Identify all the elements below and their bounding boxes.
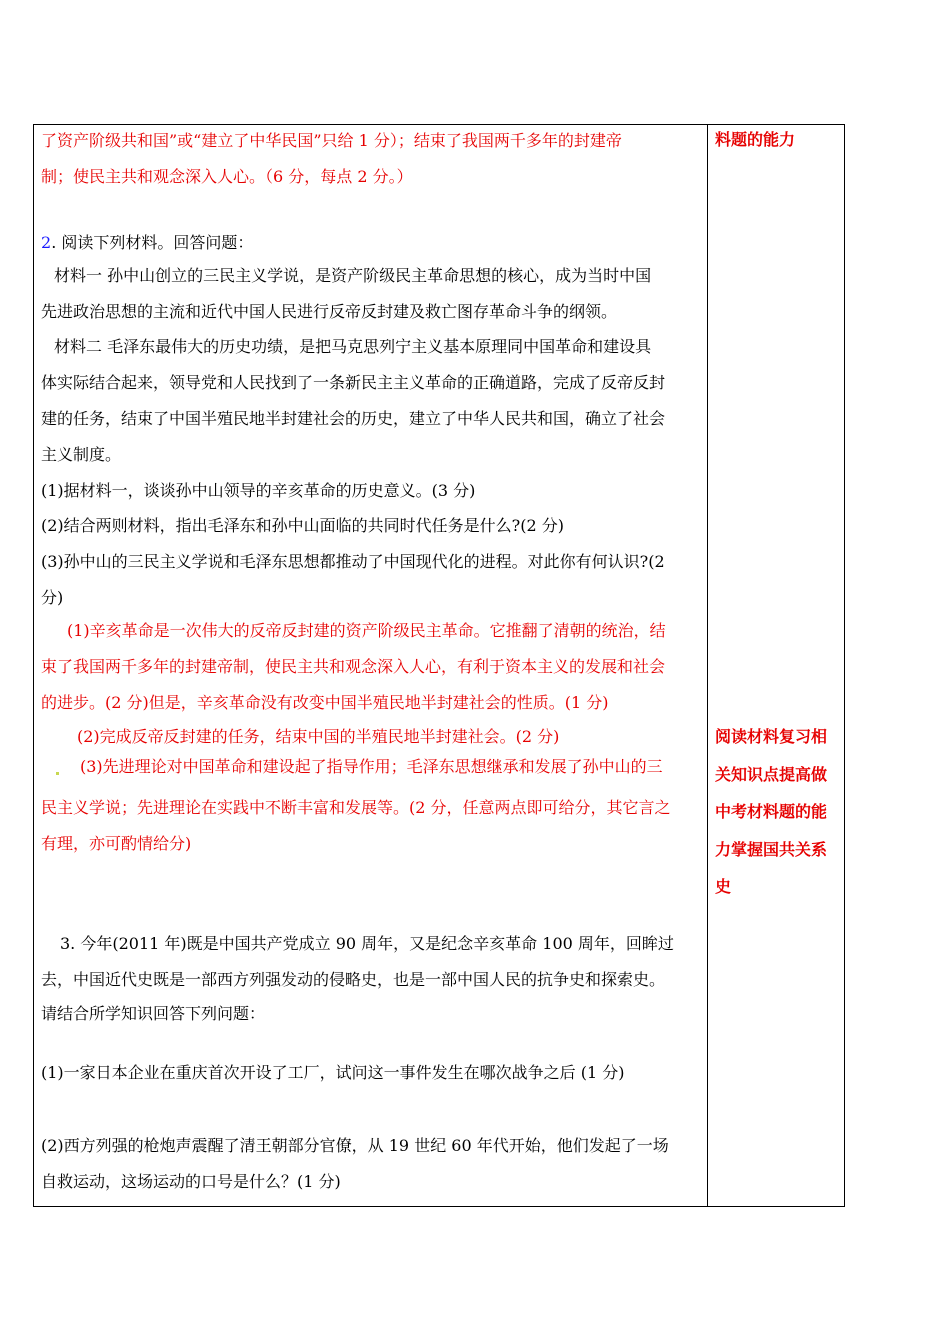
q3-sub-2-line-2: 自救运动，这场运动的口号是什么？(1 分) [41, 1172, 341, 1191]
column-divider [707, 125, 708, 1206]
material-1-line-1: 材料一 孙中山创立的三民主义学说，是资产阶级民主革命思想的核心，成为当时中国 [54, 266, 652, 285]
q2-answer-2: (2)完成反帝反封建的任务，结束中国的半殖民地半封建社会。(2 分) [77, 727, 560, 746]
material-2-line-2: 体实际结合起来，领导党和人民找到了一条新民主主义革命的正确道路，完成了反帝反封 [41, 373, 666, 392]
side-note-top: 料题的能力 [715, 130, 796, 149]
q3-sub-1: (1)一家日本企业在重庆首次开设了工厂，试问这一事件发生在哪次战争之后 (1 分) [41, 1063, 625, 1082]
q2-answer-3-line-2: 民主义学说；先进理论在实践中不断丰富和发展等。(2 分，任意两点即可给分，其它言之 [41, 798, 671, 817]
side-note-line-3: 中考材料题的能 [715, 802, 828, 821]
side-note-line-1: 阅读材料复习相 [715, 727, 828, 746]
q2-sub-3-line-2: 分) [41, 588, 64, 607]
q2-answer-3-line-1: (3)先进理论对中国革命和建设起了指导作用；毛泽东思想继承和发展了孙中山的三 [80, 757, 663, 776]
prev-answer-line-1: 了资产阶级共和国”或“建立了中华民国”只给 1 分）；结束了我国两千多年的封建帝 [41, 131, 622, 150]
side-note-line-4: 力掌握国共关系 [715, 840, 828, 859]
side-note-line-5: 史 [715, 877, 732, 896]
q2-answer-3-line-3: 有理，亦可酌情给分) [41, 834, 192, 853]
material-2-line-1: 材料二 毛泽东最伟大的历史功绩，是把马克思列宁主义基本原理同中国革命和建设具 [54, 337, 652, 356]
q2-intro-text: . 阅读下列材料。回答问题： [51, 233, 254, 252]
q3-line-3: 请结合所学知识回答下列问题： [41, 1004, 266, 1023]
q2-sub-1: (1)据材料一，谈谈孙中山领导的辛亥革命的历史意义。(3 分) [41, 481, 476, 500]
q3-line-2: 去，中国近代史既是一部西方列强发动的侵略史，也是一部中国人民的抗争史和探索史。 [41, 970, 666, 989]
material-2-line-3: 建的任务，结束了中国半殖民地半封建社会的历史，建立了中华人民共和国，确立了社会 [41, 409, 666, 428]
q2-intro [41, 233, 253, 253]
material-1-line-2: 先进政治思想的主流和近代中国人民进行反帝反封建及救亡图存革命斗争的纲领。 [41, 302, 618, 321]
q3-sub-2-line-1: (2)西方列强的枪炮声震醒了清王朝部分官僚，从 19 世纪 60 年代开始，他们发起了一场 [41, 1136, 669, 1155]
answer-table [33, 124, 845, 1207]
q2-number: 2 [41, 233, 52, 252]
q2-answer-1-line-2: 束了我国两千多年的封建帝制，使民主共和观念深入人心，有利于资本主义的发展和社会 [41, 657, 666, 676]
stray-mark [56, 772, 59, 775]
q2-answer-1-line-1: (1)辛亥革命是一次伟大的反帝反封建的资产阶级民主革命。它推翻了清朝的统治，结 [67, 621, 666, 640]
q3-line-1: 3. 今年(2011 年)既是中国共产党成立 90 周年，又是纪念辛亥革命 100 周年，回眸过 [60, 934, 674, 953]
q2-sub-2: (2)结合两则材料，指出毛泽东和孙中山面临的共同时代任务是什么?(2 分) [41, 516, 564, 535]
side-note-line-2: 关知识点提高做 [715, 765, 828, 784]
q2-answer-1-line-3: 的进步。(2 分)但是，辛亥革命没有改变中国半殖民地半封建社会的性质。(1 分) [41, 693, 609, 712]
material-2-line-4: 主义制度。 [41, 445, 122, 464]
prev-answer-line-2: 制；使民主共和观念深入人心。（6 分，每点 2 分。） [41, 167, 413, 186]
q2-sub-3-line-1: (3)孙中山的三民主义学说和毛泽东思想都推动了中国现代化的进程。对此你有何认识?(2 [41, 552, 665, 571]
